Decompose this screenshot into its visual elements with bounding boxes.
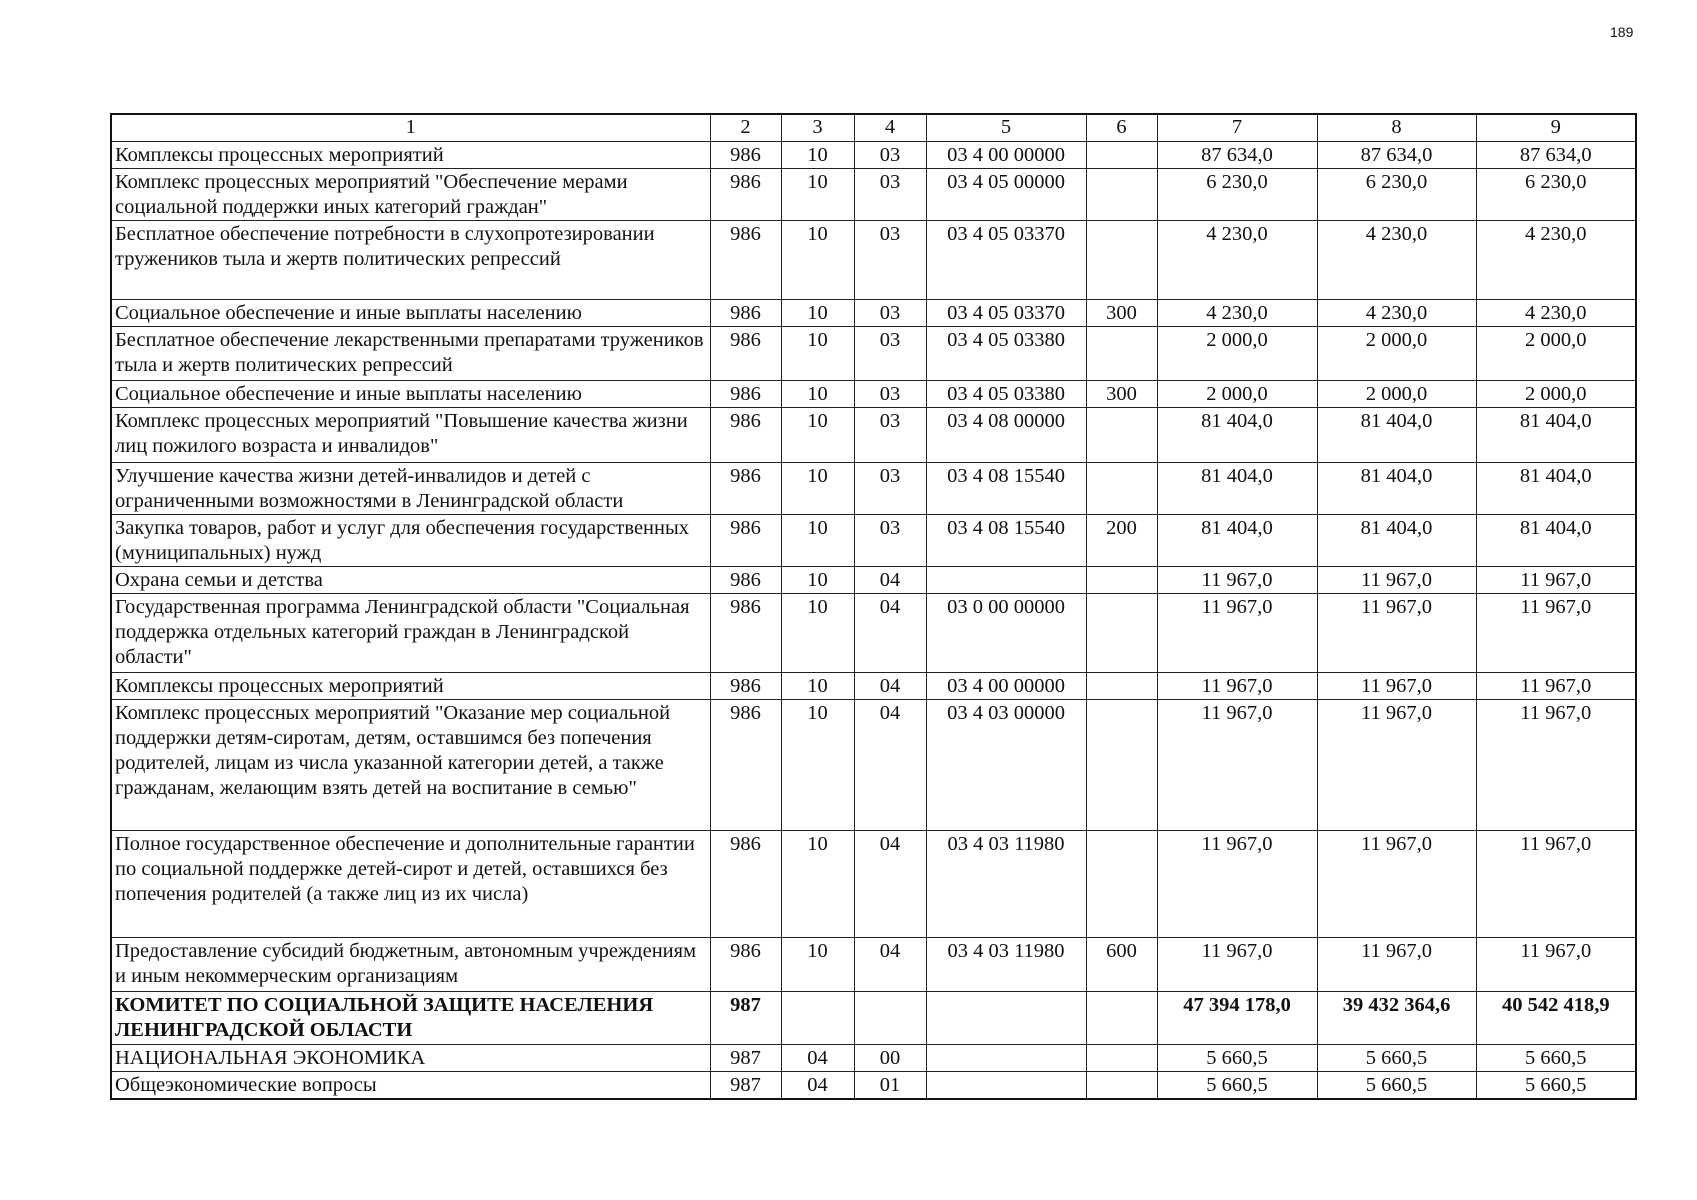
- value-cell-col-9: 11 967,0: [1476, 830, 1636, 937]
- value-cell-col-2: 986: [710, 672, 781, 699]
- value-cell-col-3: 10: [781, 593, 854, 672]
- column-number-header-9: 9: [1476, 114, 1636, 141]
- value-cell-col-9: 6 230,0: [1476, 168, 1636, 220]
- value-cell-col-9: 81 404,0: [1476, 407, 1636, 462]
- value-cell-col-6: 600: [1086, 937, 1157, 991]
- value-cell-col-5: [926, 991, 1086, 1044]
- value-cell-col-2: 986: [710, 407, 781, 462]
- column-number-header-5: 5: [926, 114, 1086, 141]
- table-row: [111, 141, 1636, 168]
- value-cell-col-9: 4 230,0: [1476, 299, 1636, 326]
- value-cell-col-3: 10: [781, 937, 854, 991]
- value-cell-col-7: 6 230,0: [1157, 168, 1317, 220]
- value-cell-col-6: [1086, 1044, 1157, 1071]
- value-cell-col-9: 5 660,5: [1476, 1071, 1636, 1099]
- row-title-cell: Социальное обеспечение и иные выплаты населению: [111, 380, 710, 407]
- value-cell-col-6: 200: [1086, 514, 1157, 566]
- value-cell-col-3: 04: [781, 1044, 854, 1071]
- row-title-cell: Предоставление субсидий бюджетным, автономным учреждениям и иным некоммерческим организациям: [111, 937, 710, 991]
- column-number-header-7: 7: [1157, 114, 1317, 141]
- value-cell-col-8: 11 967,0: [1317, 672, 1476, 699]
- row-title-cell: Бесплатное обеспечение лекарственными препаратами тружеников тыла и жертв политических репрессий: [111, 326, 710, 380]
- value-cell-col-6: [1086, 326, 1157, 380]
- table-row: [111, 672, 1636, 699]
- value-cell-col-6: [1086, 462, 1157, 514]
- value-cell-col-8: 5 660,5: [1317, 1044, 1476, 1071]
- row-title-cell: Общеэкономические вопросы: [111, 1071, 710, 1099]
- value-cell-col-6: [1086, 593, 1157, 672]
- table-row: [111, 168, 1636, 220]
- value-cell-col-3: 10: [781, 462, 854, 514]
- value-cell-col-7: 11 967,0: [1157, 672, 1317, 699]
- row-title-cell: НАЦИОНАЛЬНАЯ ЭКОНОМИКА: [111, 1044, 710, 1071]
- value-cell-col-6: [1086, 566, 1157, 593]
- value-cell-col-8: 87 634,0: [1317, 141, 1476, 168]
- value-cell-col-4: 04: [854, 830, 926, 937]
- value-cell-col-5: 03 4 00 00000: [926, 141, 1086, 168]
- row-title-cell: Комплекс процессных мероприятий "Оказание мер социальной поддержки детям-сиротам, детям, оставшимся без попечения родителей, лицам из числа указанной категории детей, а также гражданам, желающим взять детей на воспитание в семью": [111, 699, 710, 830]
- value-cell-col-9: 11 967,0: [1476, 699, 1636, 830]
- value-cell-col-9: 4 230,0: [1476, 220, 1636, 299]
- table-row: [111, 699, 1636, 830]
- value-cell-col-3: 10: [781, 514, 854, 566]
- value-cell-col-7: 11 967,0: [1157, 830, 1317, 937]
- value-cell-col-7: 2 000,0: [1157, 380, 1317, 407]
- value-cell-col-5: [926, 1044, 1086, 1071]
- value-cell-col-6: [1086, 672, 1157, 699]
- row-title-cell: КОМИТЕТ ПО СОЦИАЛЬНОЙ ЗАЩИТЕ НАСЕЛЕНИЯ ЛЕНИНГРАДСКОЙ ОБЛАСТИ: [111, 991, 710, 1044]
- value-cell-col-4: 03: [854, 141, 926, 168]
- value-cell-col-8: 6 230,0: [1317, 168, 1476, 220]
- table-row: [111, 1044, 1636, 1071]
- column-number-header-2: 2: [710, 114, 781, 141]
- value-cell-col-5: 03 4 05 03370: [926, 220, 1086, 299]
- table-row: [111, 380, 1636, 407]
- value-cell-col-9: 2 000,0: [1476, 326, 1636, 380]
- value-cell-col-4: 04: [854, 937, 926, 991]
- value-cell-col-7: 81 404,0: [1157, 407, 1317, 462]
- value-cell-col-8: 5 660,5: [1317, 1071, 1476, 1099]
- value-cell-col-2: 986: [710, 220, 781, 299]
- value-cell-col-8: 2 000,0: [1317, 380, 1476, 407]
- table-row: [111, 937, 1636, 991]
- value-cell-col-3: 10: [781, 699, 854, 830]
- value-cell-col-7: 5 660,5: [1157, 1044, 1317, 1071]
- row-title-cell: Социальное обеспечение и иные выплаты населению: [111, 299, 710, 326]
- value-cell-col-4: 03: [854, 380, 926, 407]
- value-cell-col-5: 03 4 08 00000: [926, 407, 1086, 462]
- value-cell-col-7: 11 967,0: [1157, 566, 1317, 593]
- value-cell-col-7: 4 230,0: [1157, 299, 1317, 326]
- value-cell-col-3: 10: [781, 168, 854, 220]
- value-cell-col-6: [1086, 991, 1157, 1044]
- value-cell-col-9: 11 967,0: [1476, 672, 1636, 699]
- value-cell-col-3: 10: [781, 407, 854, 462]
- budget-table: [110, 113, 1637, 1100]
- value-cell-col-3: 10: [781, 380, 854, 407]
- row-title-cell: Государственная программа Ленинградской области "Социальная поддержка отдельных категорий граждан в Ленинградской области": [111, 593, 710, 672]
- value-cell-col-3: 10: [781, 830, 854, 937]
- value-cell-col-2: 986: [710, 699, 781, 830]
- value-cell-col-6: [1086, 220, 1157, 299]
- row-title-cell: Бесплатное обеспечение потребности в слухопротезировании тружеников тыла и жертв политических репрессий: [111, 220, 710, 299]
- value-cell-col-8: 11 967,0: [1317, 830, 1476, 937]
- column-number-header-6: 6: [1086, 114, 1157, 141]
- value-cell-col-5: 03 4 05 03370: [926, 299, 1086, 326]
- value-cell-col-5: 03 4 03 11980: [926, 937, 1086, 991]
- value-cell-col-8: 11 967,0: [1317, 937, 1476, 991]
- value-cell-col-8: 4 230,0: [1317, 220, 1476, 299]
- table-row: [111, 220, 1636, 299]
- table-row: [111, 407, 1636, 462]
- value-cell-col-6: [1086, 830, 1157, 937]
- value-cell-col-7: 4 230,0: [1157, 220, 1317, 299]
- value-cell-col-8: 81 404,0: [1317, 407, 1476, 462]
- value-cell-col-9: 11 967,0: [1476, 566, 1636, 593]
- value-cell-col-6: [1086, 168, 1157, 220]
- value-cell-col-4: 03: [854, 299, 926, 326]
- value-cell-col-7: 47 394 178,0: [1157, 991, 1317, 1044]
- value-cell-col-7: 2 000,0: [1157, 326, 1317, 380]
- value-cell-col-6: 300: [1086, 380, 1157, 407]
- value-cell-col-2: 986: [710, 937, 781, 991]
- value-cell-col-6: [1086, 699, 1157, 830]
- value-cell-col-3: 10: [781, 672, 854, 699]
- row-title-cell: Улучшение качества жизни детей-инвалидов и детей с ограниченными возможностями в Ленинградской области: [111, 462, 710, 514]
- value-cell-col-9: 81 404,0: [1476, 462, 1636, 514]
- value-cell-col-4: 03: [854, 514, 926, 566]
- value-cell-col-4: 04: [854, 699, 926, 830]
- value-cell-col-5: 03 4 03 11980: [926, 830, 1086, 937]
- value-cell-col-3: 10: [781, 220, 854, 299]
- value-cell-col-4: 04: [854, 672, 926, 699]
- value-cell-col-2: 986: [710, 593, 781, 672]
- value-cell-col-5: 03 4 05 03380: [926, 380, 1086, 407]
- table-row: [111, 991, 1636, 1044]
- value-cell-col-9: 11 967,0: [1476, 937, 1636, 991]
- value-cell-col-8: 39 432 364,6: [1317, 991, 1476, 1044]
- value-cell-col-8: 11 967,0: [1317, 566, 1476, 593]
- value-cell-col-7: 87 634,0: [1157, 141, 1317, 168]
- table-row: [111, 299, 1636, 326]
- row-title-cell: Охрана семьи и детства: [111, 566, 710, 593]
- column-number-header-4: 4: [854, 114, 926, 141]
- value-cell-col-9: 5 660,5: [1476, 1044, 1636, 1071]
- value-cell-col-7: 81 404,0: [1157, 462, 1317, 514]
- table-row: [111, 514, 1636, 566]
- value-cell-col-8: 81 404,0: [1317, 514, 1476, 566]
- row-title-cell: Закупка товаров, работ и услуг для обеспечения государственных (муниципальных) нужд: [111, 514, 710, 566]
- value-cell-col-2: 987: [710, 1044, 781, 1071]
- value-cell-col-2: 986: [710, 141, 781, 168]
- value-cell-col-3: 10: [781, 299, 854, 326]
- column-number-header-8: 8: [1317, 114, 1476, 141]
- value-cell-col-5: 03 0 00 00000: [926, 593, 1086, 672]
- value-cell-col-3: 10: [781, 566, 854, 593]
- value-cell-col-3: [781, 991, 854, 1044]
- row-title-cell: Полное государственное обеспечение и дополнительные гарантии по социальной поддержке детей-сирот и детей, оставшихся без попечения родителей (а также лиц из их числа): [111, 830, 710, 937]
- value-cell-col-6: 300: [1086, 299, 1157, 326]
- value-cell-col-9: 81 404,0: [1476, 514, 1636, 566]
- table-header-row: [111, 114, 1636, 141]
- value-cell-col-2: 986: [710, 830, 781, 937]
- table-row: [111, 566, 1636, 593]
- value-cell-col-3: 10: [781, 141, 854, 168]
- table-row: [111, 593, 1636, 672]
- value-cell-col-8: 11 967,0: [1317, 593, 1476, 672]
- row-title-cell: Комплексы процессных мероприятий: [111, 141, 710, 168]
- value-cell-col-9: 2 000,0: [1476, 380, 1636, 407]
- value-cell-col-2: 986: [710, 168, 781, 220]
- value-cell-col-2: 987: [710, 1071, 781, 1099]
- value-cell-col-5: 03 4 00 00000: [926, 672, 1086, 699]
- value-cell-col-3: 10: [781, 326, 854, 380]
- value-cell-col-6: [1086, 1071, 1157, 1099]
- value-cell-col-2: 986: [710, 514, 781, 566]
- table-row: [111, 326, 1636, 380]
- value-cell-col-7: 11 967,0: [1157, 699, 1317, 830]
- table-row: [111, 462, 1636, 514]
- value-cell-col-4: 01: [854, 1071, 926, 1099]
- value-cell-col-5: 03 4 03 00000: [926, 699, 1086, 830]
- value-cell-col-4: 04: [854, 566, 926, 593]
- value-cell-col-4: 00: [854, 1044, 926, 1071]
- value-cell-col-4: 03: [854, 326, 926, 380]
- value-cell-col-8: 81 404,0: [1317, 462, 1476, 514]
- value-cell-col-2: 986: [710, 462, 781, 514]
- value-cell-col-7: 11 967,0: [1157, 937, 1317, 991]
- value-cell-col-6: [1086, 407, 1157, 462]
- value-cell-col-4: 03: [854, 407, 926, 462]
- table-row: [111, 1071, 1636, 1099]
- value-cell-col-2: 986: [710, 380, 781, 407]
- row-title-cell: Комплексы процессных мероприятий: [111, 672, 710, 699]
- value-cell-col-7: 5 660,5: [1157, 1071, 1317, 1099]
- value-cell-col-6: [1086, 141, 1157, 168]
- table-row: [111, 830, 1636, 937]
- table-body: [111, 114, 1636, 1099]
- value-cell-col-5: 03 4 08 15540: [926, 462, 1086, 514]
- value-cell-col-4: 03: [854, 462, 926, 514]
- value-cell-col-9: 87 634,0: [1476, 141, 1636, 168]
- value-cell-col-5: 03 4 05 03380: [926, 326, 1086, 380]
- value-cell-col-4: 03: [854, 220, 926, 299]
- row-title-cell: Комплекс процессных мероприятий "Обеспечение мерами социальной поддержки иных категорий граждан": [111, 168, 710, 220]
- value-cell-col-2: 986: [710, 299, 781, 326]
- value-cell-col-9: 11 967,0: [1476, 593, 1636, 672]
- value-cell-col-5: 03 4 05 00000: [926, 168, 1086, 220]
- page-number: 189: [1610, 24, 1634, 40]
- value-cell-col-4: [854, 991, 926, 1044]
- value-cell-col-7: 11 967,0: [1157, 593, 1317, 672]
- column-number-header-1: 1: [111, 114, 710, 141]
- value-cell-col-4: 03: [854, 168, 926, 220]
- value-cell-col-8: 11 967,0: [1317, 699, 1476, 830]
- value-cell-col-5: [926, 566, 1086, 593]
- value-cell-col-5: [926, 1071, 1086, 1099]
- value-cell-col-7: 81 404,0: [1157, 514, 1317, 566]
- value-cell-col-4: 04: [854, 593, 926, 672]
- value-cell-col-2: 986: [710, 566, 781, 593]
- value-cell-col-9: 40 542 418,9: [1476, 991, 1636, 1044]
- value-cell-col-2: 986: [710, 326, 781, 380]
- value-cell-col-8: 4 230,0: [1317, 299, 1476, 326]
- value-cell-col-3: 04: [781, 1071, 854, 1099]
- value-cell-col-5: 03 4 08 15540: [926, 514, 1086, 566]
- column-number-header-3: 3: [781, 114, 854, 141]
- value-cell-col-8: 2 000,0: [1317, 326, 1476, 380]
- value-cell-col-2: 987: [710, 991, 781, 1044]
- row-title-cell: Комплекс процессных мероприятий "Повышение качества жизни лиц пожилого возраста и инвалидов": [111, 407, 710, 462]
